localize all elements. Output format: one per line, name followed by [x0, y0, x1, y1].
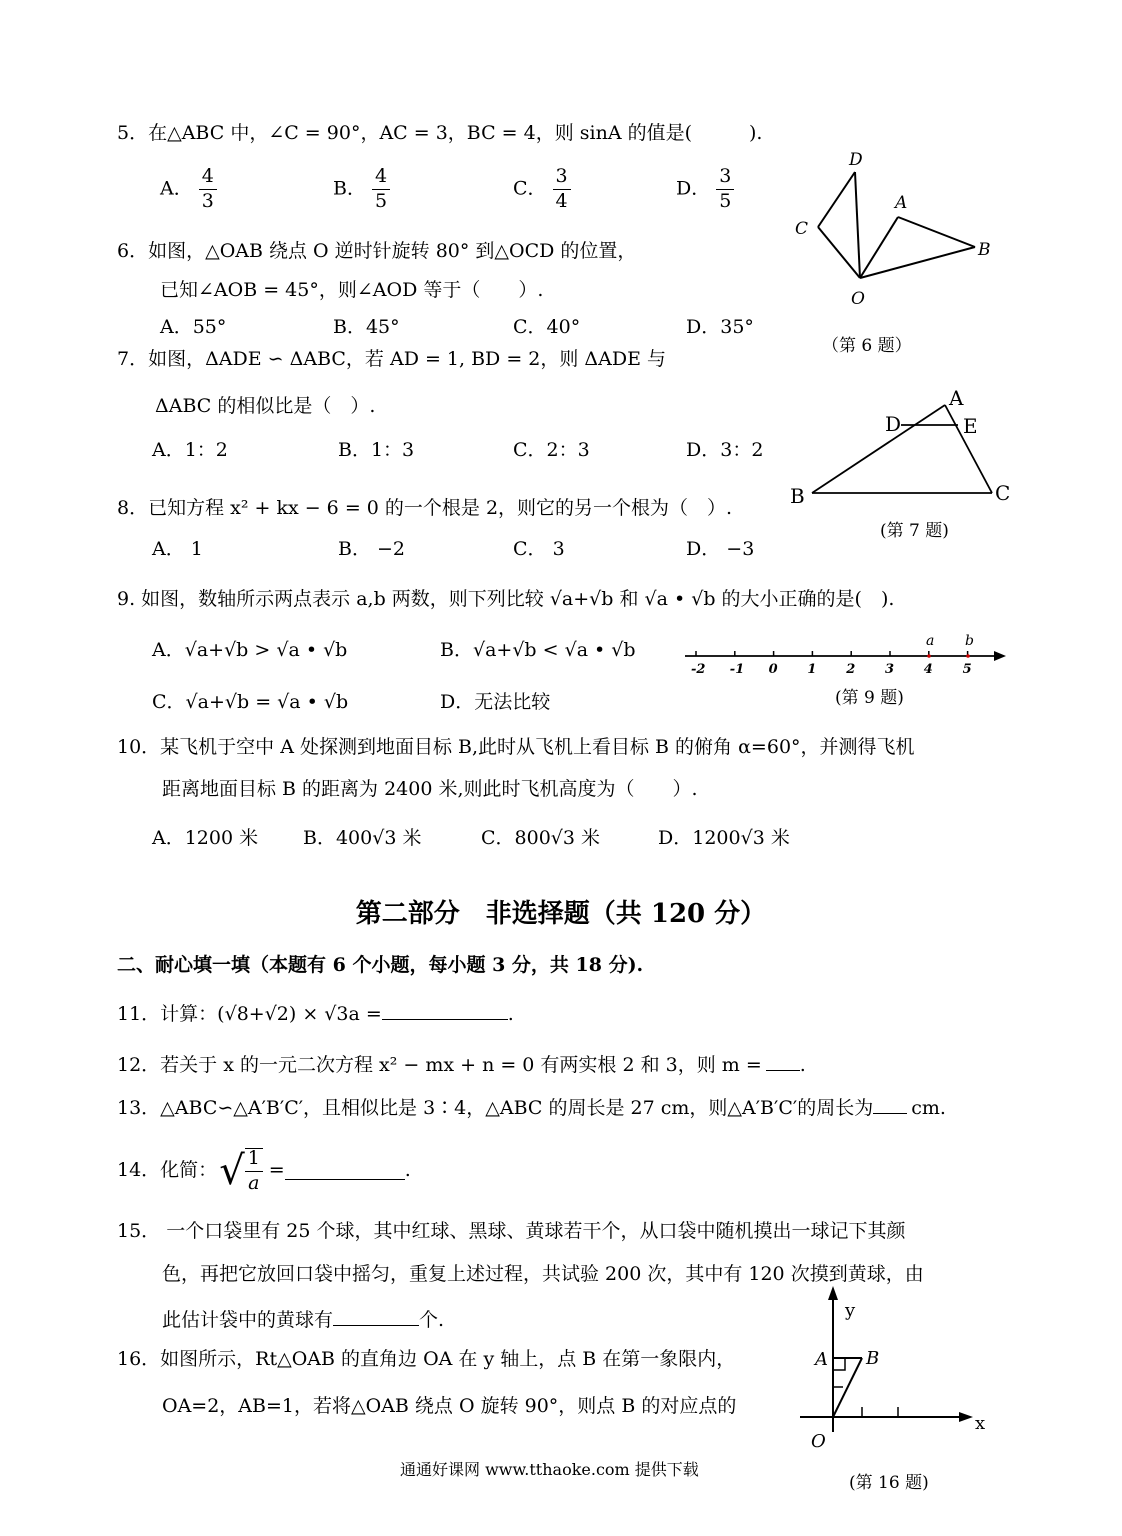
- label-d: D: [849, 150, 863, 170]
- section-2-title: 二、耐心填一填（本题有 6 个小题，每小题 3 分，共 18 分).: [117, 954, 644, 976]
- question-10-line2: 距离地面目标 B 的距离为 2400 米,则此时飞机高度为（ ）.: [162, 778, 698, 800]
- q8-option-c: C． 3: [513, 538, 565, 560]
- q9-option-c: C．√a+√b = √a • √b: [152, 691, 349, 713]
- tick-label: -2: [691, 662, 706, 677]
- label-d: D: [885, 412, 902, 436]
- q6-option-a: A．55°: [160, 316, 227, 338]
- question-6-line2: 已知∠AOB = 45°，则∠AOD 等于（ ）.: [160, 279, 544, 301]
- option-label: C．: [513, 177, 547, 200]
- fraction: [553, 167, 571, 212]
- question-15-line3-b: 个.: [419, 1309, 445, 1331]
- point-a: [927, 654, 931, 658]
- q5-option-c: [513, 167, 571, 212]
- numerator: 1: [245, 1149, 263, 1172]
- question-7-line2: ΔABC 的相似比是（ ）.: [155, 395, 376, 417]
- q7-option-d: D．3：2: [686, 439, 764, 461]
- figure-6: [775, 140, 1010, 320]
- numerator: 4: [199, 167, 217, 190]
- q9-option-b: B．√a+√b < √a • √b: [440, 639, 636, 661]
- tick-label: 1: [807, 662, 817, 677]
- q6-option-d: D．35°: [686, 316, 754, 338]
- option-label: A．: [160, 177, 193, 200]
- figure-16-caption: (第 16 题): [849, 1473, 929, 1493]
- q10-option-a: A．1200 米: [152, 827, 259, 849]
- question-9-text: 9. 如图，数轴所示两点表示 a,b 两数，则下列比较 √a+√b 和 √a • √b 的大小正确的是( ).: [117, 588, 895, 610]
- x-arrow: [959, 1412, 973, 1422]
- question-16-line1: 16．如图所示，Rt△OAB 的直角边 OA 在 y 轴上，点 B 在第一象限内，: [117, 1348, 736, 1370]
- footer-text: 通通好课网 www.tthaoke.com 提供下载: [400, 1460, 699, 1479]
- segment-ba: [812, 405, 945, 493]
- question-15-line2: 色，再把它放回口袋中摇匀，重复上述过程，共试验 200 次，其中有 120 次摸到黄球，由: [162, 1263, 924, 1285]
- segment-oc: [818, 227, 860, 278]
- q6-option-b: B．45°: [333, 316, 400, 338]
- tick-label: -1: [729, 662, 745, 677]
- q8-option-d: D． −3: [686, 538, 755, 560]
- label-o: O: [811, 1431, 826, 1452]
- label-b: B: [978, 240, 991, 260]
- figure-9-caption: (第 9 题): [835, 688, 904, 708]
- tick-label: 0: [768, 662, 778, 677]
- point-label-a: a: [926, 633, 935, 649]
- question-11-text: 11．计算：(√8+√2) × √3a =: [117, 1003, 382, 1025]
- question-10-line1: 10．某飞机于空中 A 处探测到地面目标 B,此时从飞机上看目标 B 的俯角 α=60°，并测得飞机: [117, 736, 915, 758]
- question-15-line3: [162, 1307, 444, 1330]
- question-13-text: 13．△ABC∽△A′B′C′，且相似比是 3∶4，△ABC 的周长是 27 cm，则△A′B′C′的周长为: [117, 1097, 874, 1119]
- q7-option-b: B．1：3: [338, 439, 415, 461]
- q5-option-b: [333, 167, 390, 212]
- label-c: C: [795, 219, 809, 239]
- answer-blank: [285, 1161, 405, 1180]
- q6-option-c: C．40°: [513, 316, 581, 338]
- part-2-title: 第二部分 非选择题（共 120 分）: [355, 899, 767, 929]
- numerator: 4: [372, 167, 390, 190]
- tick-label: 3: [885, 662, 895, 677]
- figure-6-caption: （第 6 题）: [822, 336, 912, 356]
- q7-option-a: A．1：2: [152, 439, 228, 461]
- q9-option-d: D．无法比较: [440, 691, 551, 713]
- y-arrow: [828, 1286, 838, 1300]
- label-o: O: [851, 289, 865, 309]
- question-12-text: 12．若关于 x 的一元二次方程 x² − mx + n = 0 有两实根 2 和 3，则 m =: [117, 1054, 762, 1076]
- fraction: [245, 1148, 263, 1194]
- figure-7-caption: (第 7 题): [880, 521, 949, 541]
- denominator: 4: [555, 189, 568, 212]
- q5-option-d: [676, 167, 734, 212]
- q8-option-a: A． 1: [152, 538, 203, 560]
- option-label: B．: [333, 177, 366, 200]
- question-12: [117, 1052, 806, 1075]
- question-8-text: 8．已知方程 x² + kx − 6 = 0 的一个根是 2，则它的另一个根为（ ）.: [117, 497, 733, 519]
- question-11: [117, 1001, 514, 1024]
- label-c: C: [995, 481, 1011, 505]
- question-15-line3-a: 此估计袋中的黄球有: [162, 1309, 334, 1331]
- answer-blank: [382, 1001, 508, 1020]
- figure-16: [795, 1282, 1000, 1452]
- tick-label: 2: [846, 662, 856, 677]
- question-14: [117, 1148, 411, 1194]
- label-b: B: [866, 1348, 880, 1369]
- question-16-line2: OA=2，AB=1，若将△OAB 绕点 O 旋转 90°，则点 B 的对应点的: [162, 1395, 737, 1417]
- question-7-line1: 7．如图，ΔADE ∽ ΔABC，若 AD = 1, BD = 2，则 ΔADE 与: [117, 348, 666, 370]
- answer-blank: [766, 1052, 800, 1071]
- label-b: B: [790, 484, 805, 508]
- label-y: y: [845, 1300, 856, 1321]
- answer-blank: [873, 1095, 907, 1114]
- question-13: [117, 1095, 946, 1118]
- label-a: A: [815, 1349, 828, 1370]
- q10-option-d: D．1200√3 米: [658, 827, 790, 849]
- q9-option-a: A．√a+√b > √a • √b: [152, 639, 348, 661]
- figure-9-number-line: [680, 630, 1015, 682]
- q5-option-a: [160, 167, 217, 212]
- segment-ab: [898, 217, 975, 247]
- point-label-b: b: [965, 633, 974, 649]
- figure-7: [785, 385, 1020, 510]
- denominator: 5: [374, 189, 388, 212]
- fraction: [372, 167, 390, 212]
- period: .: [404, 1159, 411, 1182]
- question-14-prefix: 14．化简：: [117, 1159, 218, 1182]
- denominator: 3: [201, 189, 214, 212]
- q10-option-c: C．800√3 米: [481, 827, 601, 849]
- fraction: [199, 167, 217, 212]
- fraction: [716, 167, 734, 212]
- denominator: a: [248, 1171, 260, 1194]
- answer-blank: [333, 1307, 419, 1326]
- segment-od: [855, 172, 860, 278]
- q7-option-c: C．2：3: [513, 439, 590, 461]
- equals: =: [268, 1159, 285, 1182]
- label-e: E: [963, 414, 978, 438]
- unit: cm.: [911, 1097, 946, 1119]
- label-a: A: [949, 386, 964, 410]
- question-15-line1: 15． 一个口袋里有 25 个球，其中红球、黑球、黄球若干个，从口袋中随机摸出一球记下其颜: [117, 1220, 906, 1242]
- label-x: x: [975, 1413, 986, 1434]
- right-angle-mark: [833, 1358, 845, 1370]
- tick-label: 5: [962, 662, 972, 677]
- period: .: [799, 1054, 806, 1076]
- denominator: 5: [719, 189, 732, 212]
- option-label: D．: [676, 177, 711, 200]
- q10-option-b: B．400√3 米: [303, 827, 422, 849]
- segment-cd: [818, 172, 855, 227]
- question-5-text: 5．在△ABC 中，∠C = 90°，AC = 3，BC = 4，则 sinA 的值是( ).: [117, 122, 763, 144]
- tick-label: 4: [923, 662, 933, 677]
- axis-arrow: [994, 651, 1006, 661]
- question-6-line1: 6．如图，△OAB 绕点 O 逆时针旋转 80° 到△OCD 的位置，: [117, 240, 637, 262]
- point-b: [966, 654, 970, 658]
- period: .: [507, 1003, 514, 1025]
- label-a: A: [895, 193, 908, 213]
- numerator: 3: [716, 167, 734, 190]
- sqrt-symbol: √: [219, 1147, 245, 1194]
- q8-option-b: B． −2: [338, 538, 406, 560]
- numerator: 3: [553, 167, 571, 190]
